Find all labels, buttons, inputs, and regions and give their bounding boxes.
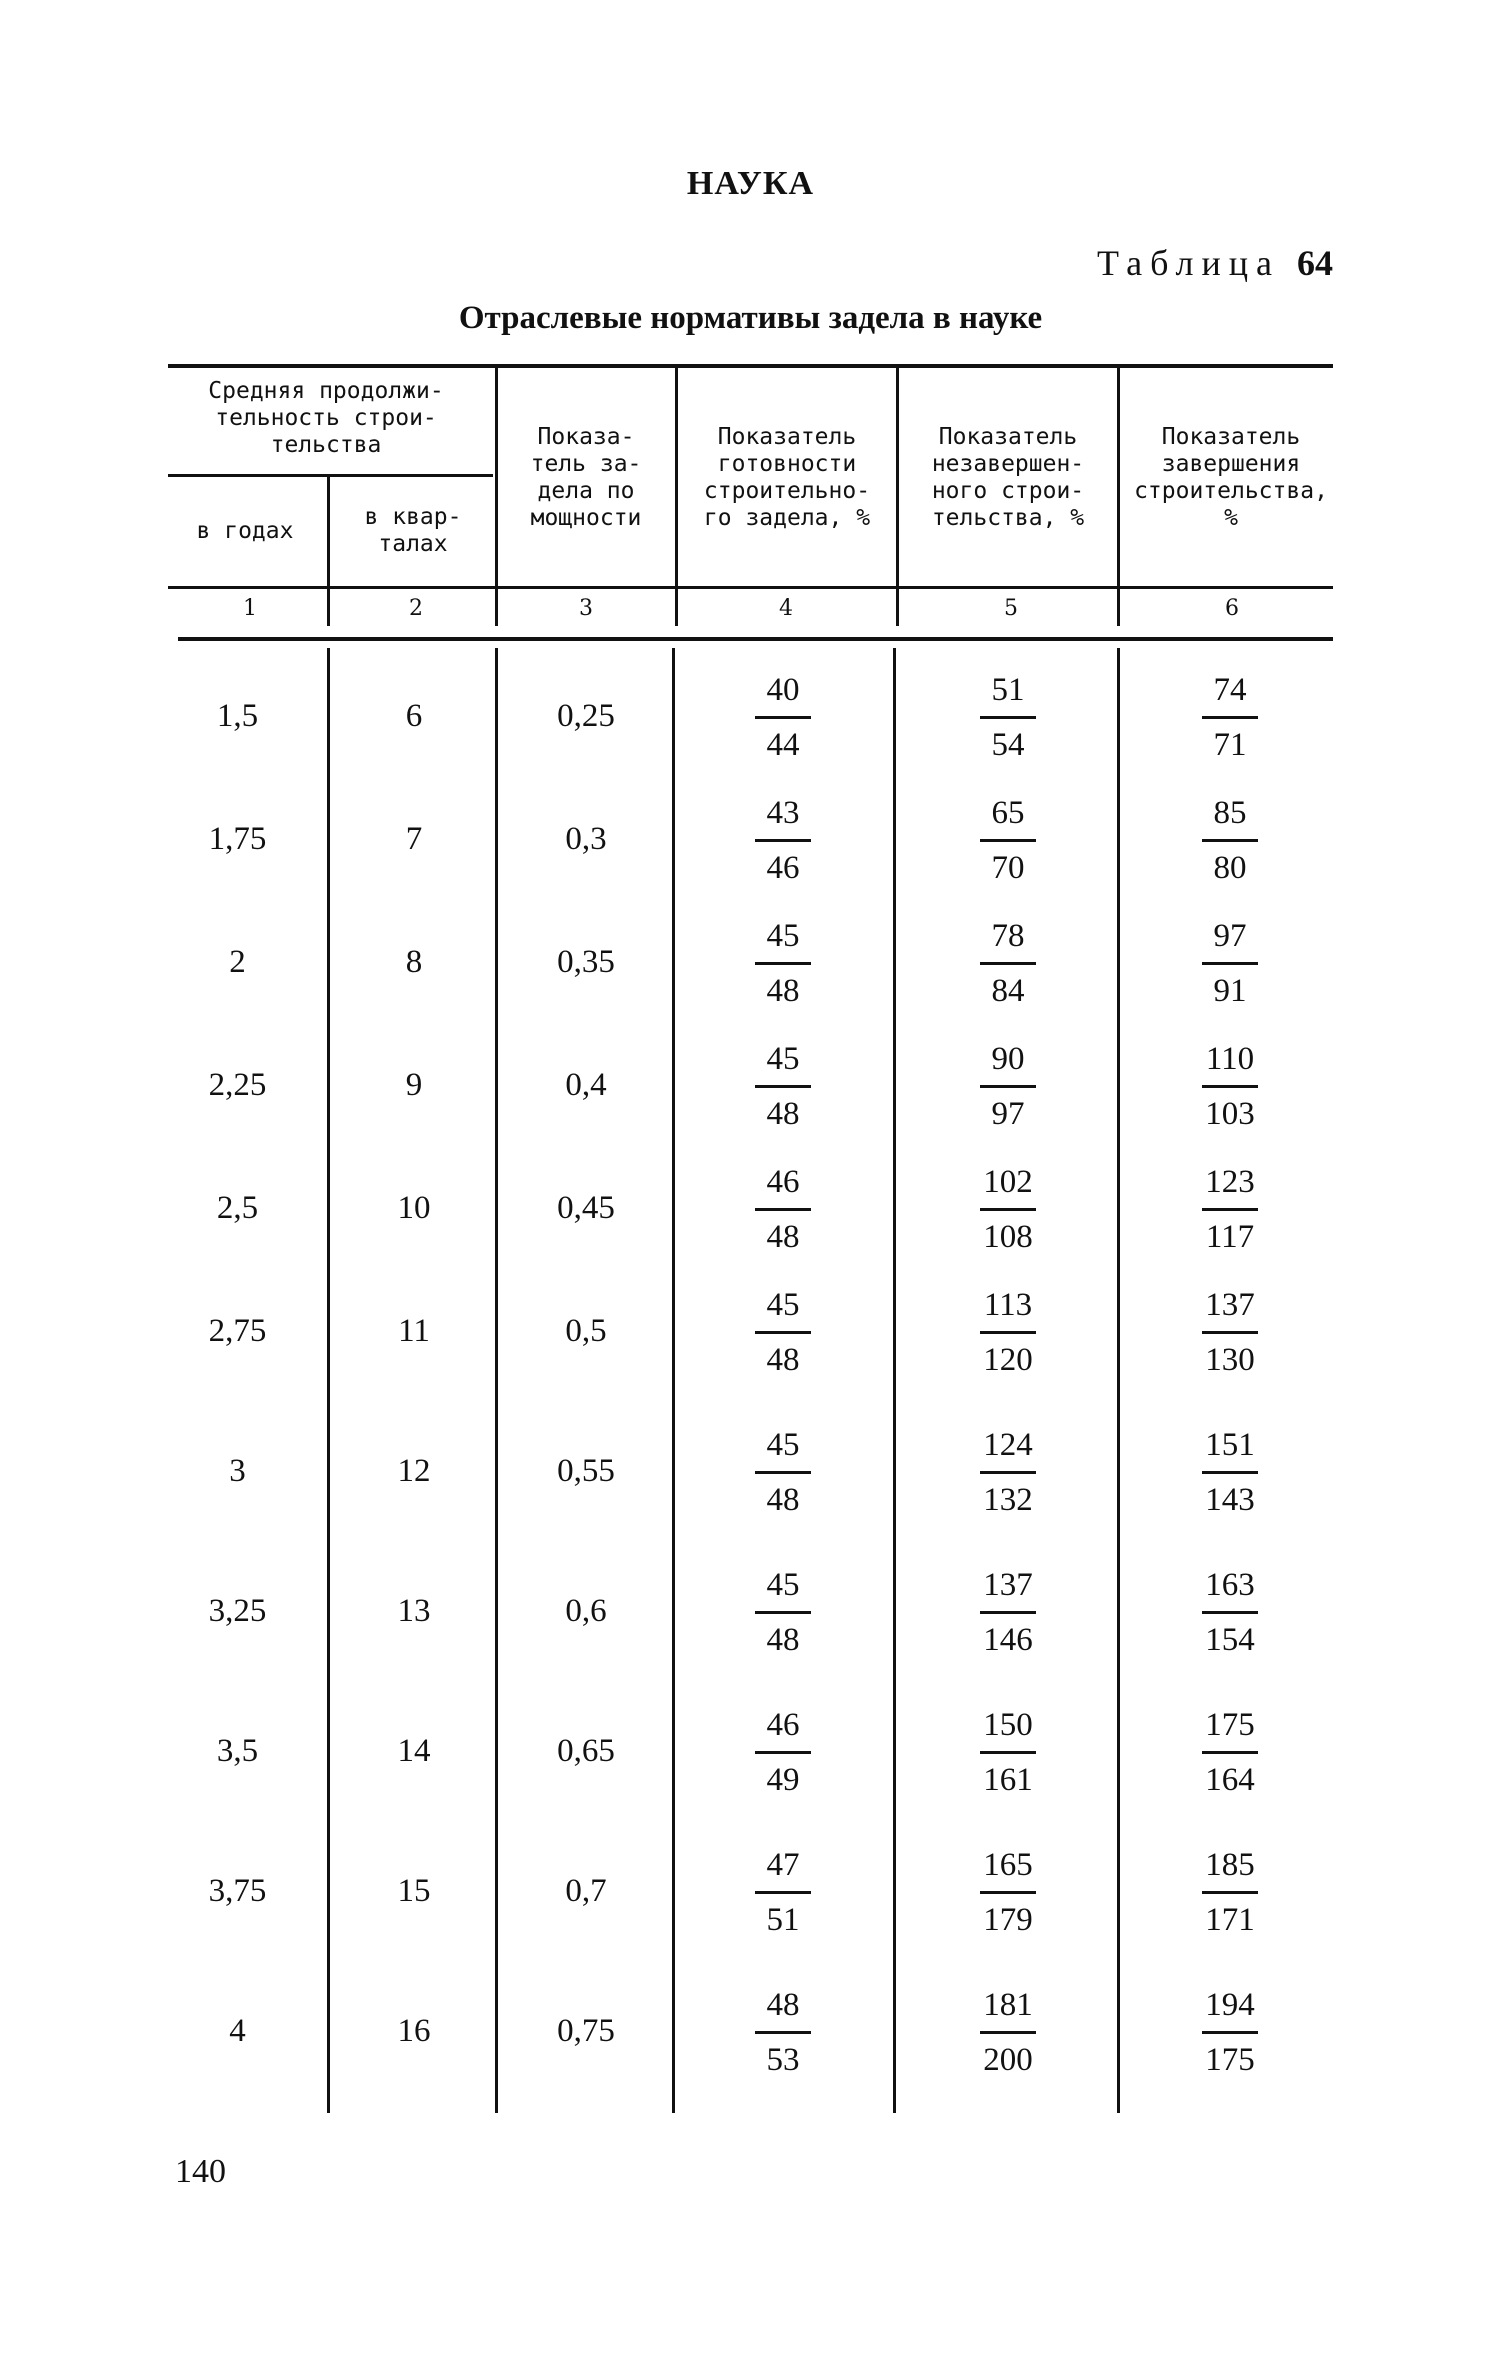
header-completion: Показатель завершения строительства, % — [1134, 424, 1328, 531]
cell-completion — [1175, 1163, 1285, 1256]
cell-readiness — [728, 917, 838, 1010]
fraction-denominator: 48 — [766, 1622, 800, 1658]
cell-readiness — [728, 1706, 838, 1799]
fraction-bar — [980, 716, 1036, 719]
fraction-bar — [980, 1331, 1036, 1334]
fraction-bar — [980, 962, 1036, 965]
cell-unfinished — [953, 1426, 1063, 1519]
cell-years: 3,25 — [208, 1593, 267, 1629]
fraction-bar — [980, 839, 1036, 842]
fraction-denominator: 46 — [766, 850, 800, 886]
column-number: 3 — [579, 596, 593, 621]
fraction-denominator: 48 — [766, 1342, 800, 1378]
fraction-bar — [755, 1751, 811, 1754]
fraction-bar — [1202, 1471, 1258, 1474]
cell-capacity: 0,4 — [565, 1067, 607, 1103]
fraction-numerator: 45 — [766, 1041, 800, 1077]
fraction-bar — [755, 839, 811, 842]
header-years: в годах — [196, 518, 294, 544]
fraction-denominator: 53 — [766, 2042, 800, 2078]
cell-completion — [1175, 1286, 1285, 1379]
fraction-bar — [1202, 839, 1258, 842]
cell-completion — [1175, 794, 1285, 887]
fraction-numerator: 124 — [983, 1427, 1033, 1463]
cell-readiness — [728, 1846, 838, 1939]
fraction-denominator: 108 — [983, 1219, 1033, 1255]
cell-capacity: 0,7 — [565, 1873, 607, 1909]
body-divider — [495, 648, 498, 2113]
table-top-rule — [168, 364, 1333, 368]
fraction-numerator: 78 — [991, 918, 1025, 954]
column-number: 5 — [1004, 596, 1018, 621]
cell-readiness — [728, 1163, 838, 1256]
fraction-denominator: 84 — [991, 973, 1025, 1009]
fraction-numerator: 45 — [766, 918, 800, 954]
fraction-bar — [980, 1611, 1036, 1614]
cell-years: 1,75 — [208, 821, 267, 857]
fraction-numerator: 45 — [766, 1287, 800, 1323]
fraction-bar — [980, 1471, 1036, 1474]
fraction-bar — [1202, 1751, 1258, 1754]
cell-years: 3,75 — [208, 1873, 267, 1909]
cell-completion — [1175, 1986, 1285, 2079]
body-divider — [1117, 648, 1120, 2113]
fraction-numerator: 151 — [1205, 1427, 1255, 1463]
cell-readiness — [728, 1986, 838, 2079]
column-number: 6 — [1225, 596, 1239, 621]
fraction-numerator: 40 — [766, 672, 800, 708]
fraction-numerator: 65 — [991, 795, 1025, 831]
cell-capacity: 0,45 — [557, 1190, 615, 1226]
table-caption: Отраслевые нормативы задела в науке — [458, 300, 1043, 336]
cell-readiness — [728, 1286, 838, 1379]
cell-quarters: 15 — [397, 1873, 431, 1909]
cell-unfinished — [953, 794, 1063, 887]
header-bottom-rule — [168, 586, 1333, 589]
fraction-denominator: 161 — [983, 1762, 1033, 1798]
body-divider — [327, 648, 330, 2113]
table-number: 64 — [1297, 243, 1333, 283]
fraction-bar — [980, 1891, 1036, 1894]
cell-quarters: 13 — [397, 1593, 431, 1629]
fraction-numerator: 102 — [983, 1164, 1033, 1200]
fraction-denominator: 143 — [1205, 1482, 1255, 1518]
fraction-denominator: 171 — [1205, 1902, 1255, 1938]
fraction-bar — [755, 1891, 811, 1894]
cell-years: 2,25 — [208, 1067, 267, 1103]
cell-quarters: 16 — [397, 2013, 431, 2049]
header-divider — [896, 368, 899, 626]
fraction-bar — [755, 1331, 811, 1334]
fraction-numerator: 48 — [766, 1987, 800, 2023]
fraction-denominator: 175 — [1205, 2042, 1255, 2078]
fraction-numerator: 51 — [991, 672, 1025, 708]
fraction-denominator: 48 — [766, 1096, 800, 1132]
fraction-bar — [755, 1611, 811, 1614]
fraction-denominator: 117 — [1205, 1219, 1255, 1255]
fraction-bar — [1202, 1085, 1258, 1088]
cell-capacity: 0,35 — [557, 944, 615, 980]
cell-completion — [1175, 1040, 1285, 1133]
cell-capacity: 0,25 — [557, 698, 615, 734]
column-number: 2 — [409, 596, 423, 621]
cell-unfinished — [953, 1706, 1063, 1799]
fraction-denominator: 200 — [983, 2042, 1033, 2078]
cell-unfinished — [953, 1986, 1063, 2079]
fraction-denominator: 91 — [1213, 973, 1247, 1009]
fraction-bar — [980, 2031, 1036, 2034]
cell-quarters: 11 — [398, 1313, 430, 1349]
fraction-denominator: 70 — [991, 850, 1025, 886]
fraction-numerator: 185 — [1205, 1847, 1255, 1883]
cell-quarters: 10 — [397, 1190, 431, 1226]
fraction-numerator: 45 — [766, 1567, 800, 1603]
header-readiness: Показатель готовности строительно- го задела, % — [703, 424, 871, 531]
cell-years: 4 — [229, 2013, 246, 2049]
section-title: НАУКА — [686, 165, 815, 202]
cell-quarters: 7 — [405, 821, 423, 857]
fraction-denominator: 48 — [766, 1482, 800, 1518]
fraction-denominator: 103 — [1205, 1096, 1255, 1132]
cell-capacity: 0,75 — [557, 2013, 615, 2049]
cell-completion — [1175, 1566, 1285, 1659]
fraction-denominator: 80 — [1213, 850, 1247, 886]
cell-readiness — [728, 1566, 838, 1659]
header-divider — [495, 368, 498, 626]
page-number: 140 — [175, 2153, 226, 2190]
fraction-numerator: 90 — [991, 1041, 1025, 1077]
fraction-denominator: 44 — [766, 727, 800, 763]
cell-capacity: 0,55 — [557, 1453, 615, 1489]
cell-capacity: 0,5 — [565, 1313, 607, 1349]
fraction-numerator: 163 — [1205, 1567, 1255, 1603]
cell-years: 3,5 — [216, 1733, 259, 1769]
cell-years: 3 — [229, 1453, 246, 1489]
body-divider — [893, 648, 896, 2113]
fraction-numerator: 137 — [1205, 1287, 1255, 1323]
fraction-bar — [1202, 1611, 1258, 1614]
fraction-numerator: 113 — [983, 1287, 1033, 1323]
fraction-numerator: 150 — [983, 1707, 1033, 1743]
fraction-bar — [755, 962, 811, 965]
fraction-bar — [755, 1208, 811, 1211]
cell-unfinished — [953, 917, 1063, 1010]
cell-readiness — [728, 671, 838, 764]
cell-readiness — [728, 1426, 838, 1519]
fraction-numerator: 46 — [766, 1164, 800, 1200]
fraction-numerator: 194 — [1205, 1987, 1255, 2023]
cell-unfinished — [953, 1286, 1063, 1379]
cell-readiness — [728, 794, 838, 887]
body-divider — [672, 648, 675, 2113]
fraction-denominator: 48 — [766, 1219, 800, 1255]
header-capacity: Показа- тель за- дела по мощности — [530, 424, 642, 531]
header-divider — [1117, 368, 1120, 626]
fraction-numerator: 43 — [766, 795, 800, 831]
fraction-denominator: 49 — [766, 1762, 800, 1798]
cell-years: 2 — [229, 944, 246, 980]
fraction-denominator: 54 — [991, 727, 1025, 763]
fraction-numerator: 181 — [983, 1987, 1033, 2023]
cell-unfinished — [953, 1163, 1063, 1256]
fraction-bar — [755, 1085, 811, 1088]
fraction-numerator: 85 — [1213, 795, 1247, 831]
cell-completion — [1175, 917, 1285, 1010]
fraction-denominator: 154 — [1205, 1622, 1255, 1658]
cell-capacity: 0,65 — [557, 1733, 615, 1769]
cell-unfinished — [953, 1566, 1063, 1659]
cell-readiness — [728, 1040, 838, 1133]
cell-completion — [1175, 1706, 1285, 1799]
cell-capacity: 0,3 — [565, 821, 607, 857]
fraction-denominator: 146 — [983, 1622, 1033, 1658]
fraction-bar — [1202, 1891, 1258, 1894]
fraction-bar — [1202, 1331, 1258, 1334]
fraction-bar — [980, 1751, 1036, 1754]
cell-years: 1,5 — [216, 698, 259, 734]
fraction-bar — [755, 1471, 811, 1474]
cell-completion — [1175, 1426, 1285, 1519]
fraction-bar — [1202, 716, 1258, 719]
fraction-numerator: 123 — [1205, 1164, 1255, 1200]
fraction-bar — [1202, 962, 1258, 965]
column-number-rule — [178, 637, 1333, 641]
fraction-numerator: 175 — [1205, 1707, 1255, 1743]
header-divider — [675, 368, 678, 626]
cell-quarters: 14 — [397, 1733, 431, 1769]
fraction-bar — [755, 2031, 811, 2034]
header-group-rule — [168, 474, 493, 477]
fraction-denominator: 71 — [1213, 727, 1247, 763]
table-label-word: Таблица — [1097, 243, 1280, 283]
cell-quarters: 12 — [397, 1453, 431, 1489]
fraction-denominator: 179 — [983, 1902, 1033, 1938]
cell-quarters: 9 — [405, 1067, 423, 1103]
cell-unfinished — [953, 1846, 1063, 1939]
cell-unfinished — [953, 1040, 1063, 1133]
header-unfinished: Показатель незавершен- ного строи- тельства, % — [931, 424, 1085, 531]
fraction-numerator: 97 — [1213, 918, 1247, 954]
fraction-bar — [1202, 2031, 1258, 2034]
fraction-numerator: 47 — [766, 1847, 800, 1883]
table-label — [1097, 242, 1333, 284]
column-number: 1 — [243, 596, 257, 621]
fraction-denominator: 120 — [983, 1342, 1033, 1378]
fraction-denominator: 51 — [766, 1902, 800, 1938]
cell-completion — [1175, 1846, 1285, 1939]
fraction-denominator: 97 — [991, 1096, 1025, 1132]
fraction-bar — [980, 1208, 1036, 1211]
fraction-numerator: 165 — [983, 1847, 1033, 1883]
header-duration-group: Средняя продолжи- тельность строи- тельства — [208, 378, 444, 458]
header-quarters: в квар- талах — [364, 504, 462, 557]
fraction-bar — [755, 716, 811, 719]
fraction-numerator: 46 — [766, 1707, 800, 1743]
column-number: 4 — [779, 596, 793, 621]
cell-years: 2,75 — [208, 1313, 267, 1349]
fraction-numerator: 74 — [1213, 672, 1247, 708]
fraction-denominator: 48 — [766, 973, 800, 1009]
fraction-numerator: 110 — [1205, 1041, 1255, 1077]
fraction-denominator: 132 — [983, 1482, 1033, 1518]
header-divider — [327, 476, 330, 626]
cell-completion — [1175, 671, 1285, 764]
cell-unfinished — [953, 671, 1063, 764]
fraction-bar — [980, 1085, 1036, 1088]
cell-quarters: 6 — [405, 698, 423, 734]
fraction-bar — [1202, 1208, 1258, 1211]
cell-years: 2,5 — [216, 1190, 259, 1226]
fraction-denominator: 164 — [1205, 1762, 1255, 1798]
fraction-denominator: 130 — [1205, 1342, 1255, 1378]
cell-capacity: 0,6 — [565, 1593, 607, 1629]
fraction-numerator: 45 — [766, 1427, 800, 1463]
fraction-numerator: 137 — [983, 1567, 1033, 1603]
cell-quarters: 8 — [405, 944, 423, 980]
